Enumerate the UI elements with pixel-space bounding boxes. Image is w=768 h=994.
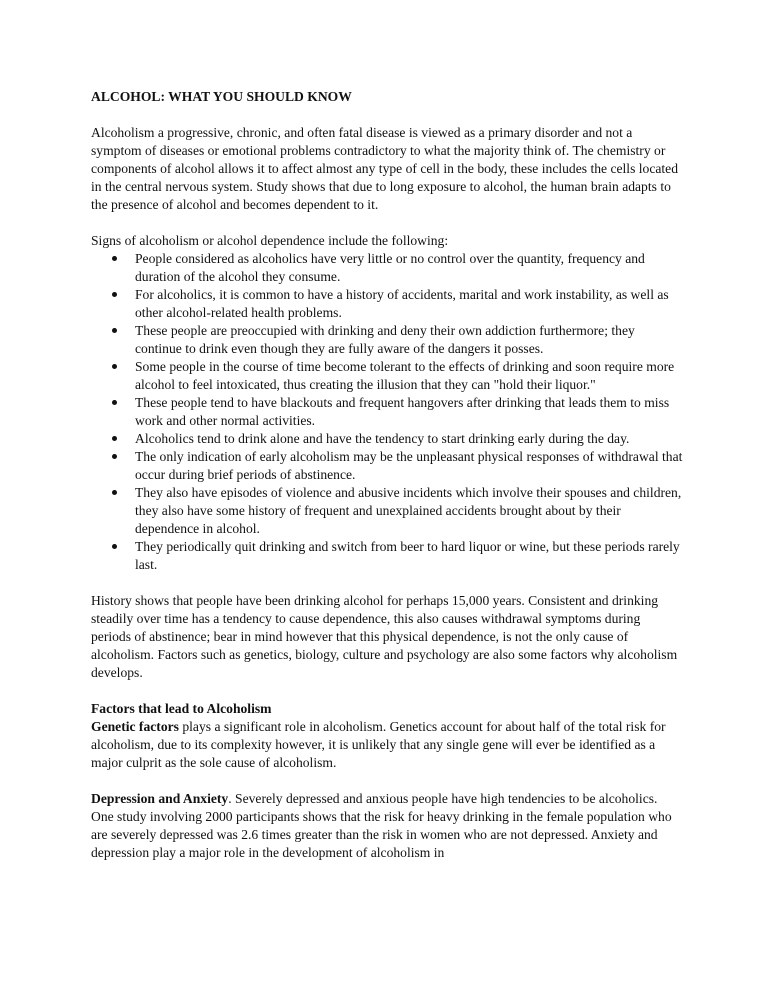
list-item xyxy=(135,430,683,448)
bullet-icon xyxy=(112,328,117,333)
list-item xyxy=(135,286,683,322)
list-item-text: For alcoholics, it is common to have a history of accidents, marital and work instability, as well as other alcohol-related health problems. xyxy=(135,287,669,320)
document-page xyxy=(91,88,683,880)
list-item-text: Some people in the course of time become tolerant to the effects of drinking and soon require more alcohol to feel intoxicated, thus creating the illusion that they can "hold their liquor." xyxy=(135,359,675,392)
bullet-icon xyxy=(112,364,117,369)
document-title: ALCOHOL: WHAT YOU SHOULD KNOW xyxy=(91,89,352,104)
list-item xyxy=(135,448,683,484)
history-paragraph: History shows that people have been drinking alcohol for perhaps 15,000 years. Consistent and drinking steadily over time has a tendency to cause dependence, this also causes withdrawal symptoms during periods of abstinence; bear in mind however that this physical dependence, is not the only cause of alcoholism. Factors such as genetics, biology, culture and psychology are also some factors why alcoholism develops. xyxy=(91,593,678,680)
list-item xyxy=(135,322,683,358)
list-item xyxy=(135,484,683,538)
bullet-icon xyxy=(112,400,117,405)
list-item xyxy=(135,394,683,430)
list-item xyxy=(135,250,683,286)
bullet-icon xyxy=(112,544,117,549)
genetic-factors-text: plays a significant role in alcoholism. Genetics account for about half of the total risk for alcoholism, due to its complexity however, it is unlikely that any single gene will ever be identified as a major culprit as the sole cause of alcoholism. xyxy=(91,719,666,770)
list-item-text: They also have episodes of violence and abusive incidents which involve their spouses and children, they also have some history of frequent and unexplained accidents brought about by their dependence in alcohol. xyxy=(135,485,682,536)
factors-section xyxy=(91,700,683,772)
intro-paragraph: Alcoholism a progressive, chronic, and often fatal disease is viewed as a primary disorder and not a symptom of diseases or emotional problems contradictory to what the majority think of. The chemistry or components of alcohol allows it to affect almost any type of cell in the body, these includes the cells located in the central nervous system. Study shows that due to long exposure to alcohol, the human brain adapts to the presence of alcohol and becomes dependent to it. xyxy=(91,125,679,212)
factors-heading: Factors that lead to Alcoholism xyxy=(91,701,272,716)
list-item-text: They periodically quit drinking and switch from beer to hard liquor or wine, but these periods rarely last. xyxy=(135,539,680,572)
bullet-icon xyxy=(112,292,117,297)
genetic-factors-term: Genetic factors xyxy=(91,719,179,734)
list-item-text: The only indication of early alcoholism may be the unpleasant physical responses of withdrawal that occur during brief periods of abstinence. xyxy=(135,449,683,482)
list-item xyxy=(135,358,683,394)
list-item-text: These people are preoccupied with drinking and deny their own addiction furthermore; they continue to drink even though they are fully aware of the dangers it posses. xyxy=(135,323,635,356)
signs-intro: Signs of alcoholism or alcohol dependence include the following: xyxy=(91,233,449,248)
depression-section xyxy=(91,790,683,862)
list-item-text: Alcoholics tend to drink alone and have the tendency to start drinking early during the day. xyxy=(135,431,630,446)
signs-list xyxy=(91,250,683,574)
bullet-icon xyxy=(112,490,117,495)
bullet-icon xyxy=(112,436,117,441)
list-item xyxy=(135,538,683,574)
depression-anxiety-term: Depression and Anxiety xyxy=(91,791,229,806)
bullet-icon xyxy=(112,256,117,261)
list-item-text: These people tend to have blackouts and frequent hangovers after drinking that leads them to miss work and other normal activities. xyxy=(135,395,670,428)
list-item-text: People considered as alcoholics have very little or no control over the quantity, frequency and duration of the alcohol they consume. xyxy=(135,251,645,284)
bullet-icon xyxy=(112,454,117,459)
depression-anxiety-text: . Severely depressed and anxious people have high tendencies to be alcoholics. One study involving 2000 participants shows that the risk for heavy drinking in the female population who are severely depressed was 2.6 times greater than the risk in women who are not depressed. Anxiety and depression play a major role in the development of alcoholism in xyxy=(91,791,672,860)
